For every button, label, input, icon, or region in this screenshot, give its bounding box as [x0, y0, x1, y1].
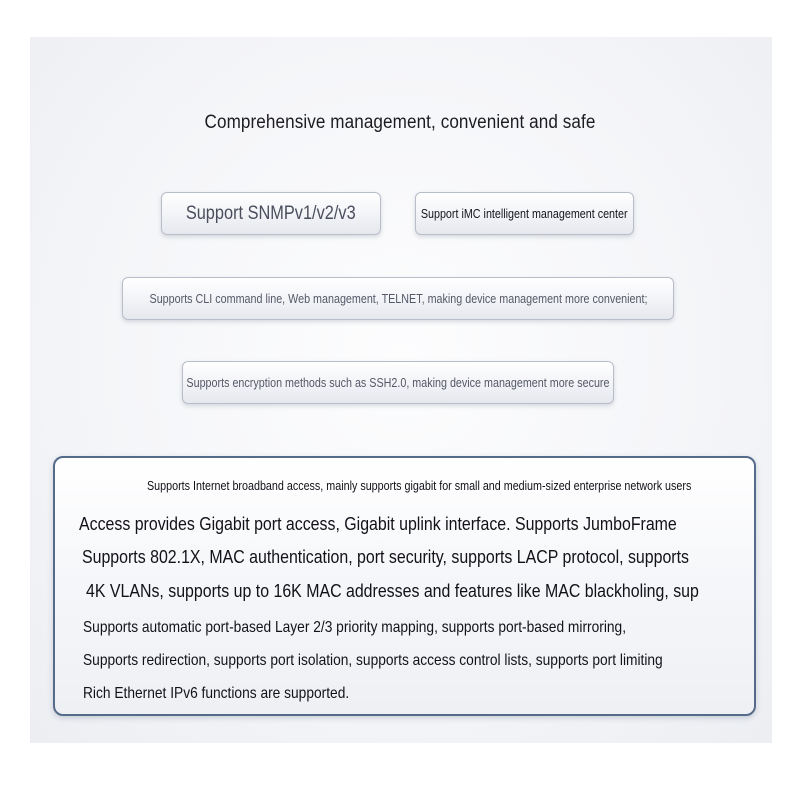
panel-line: Rich Ethernet IPv6 functions are supported.: [83, 685, 350, 702]
feature-badge-imc: [415, 192, 634, 235]
panel-line: Supports 802.1X, MAC authentication, port security, supports LACP protocol, supports: [82, 546, 689, 567]
feature-badge-label: Support SNMPv1/v2/v3: [186, 202, 356, 224]
panel-line: 4K VLANs, supports up to 16K MAC addresses and features like MAC blackholing, sup: [86, 580, 699, 601]
panel-line: Access provides Gigabit port access, Gigabit uplink interface. Supports JumboFrame: [79, 513, 677, 534]
feature-badge-snmp: [161, 192, 381, 235]
panel-line: Supports Internet broadband access, mainly supports gigabit for small and medium-sized enterprise network users: [147, 479, 692, 493]
feature-badge-cli: [122, 277, 674, 320]
panel-line: Supports automatic port-based Layer 2/3 priority mapping, supports port-based mirroring,: [83, 619, 627, 636]
panel-line: Supports redirection, supports port isolation, supports access control lists, supports port limiting: [83, 652, 663, 669]
feature-badge-label: Supports CLI command line, Web management, TELNET, making device management more convenient;: [149, 291, 647, 306]
feature-badge-ssh: [182, 361, 614, 404]
page-title: Comprehensive management, convenient and safe: [204, 112, 596, 133]
feature-badge-label: Supports encryption methods such as SSH2.0, making device management more secure: [186, 375, 610, 390]
feature-badge-label: Support iMC intelligent management center: [421, 206, 628, 221]
